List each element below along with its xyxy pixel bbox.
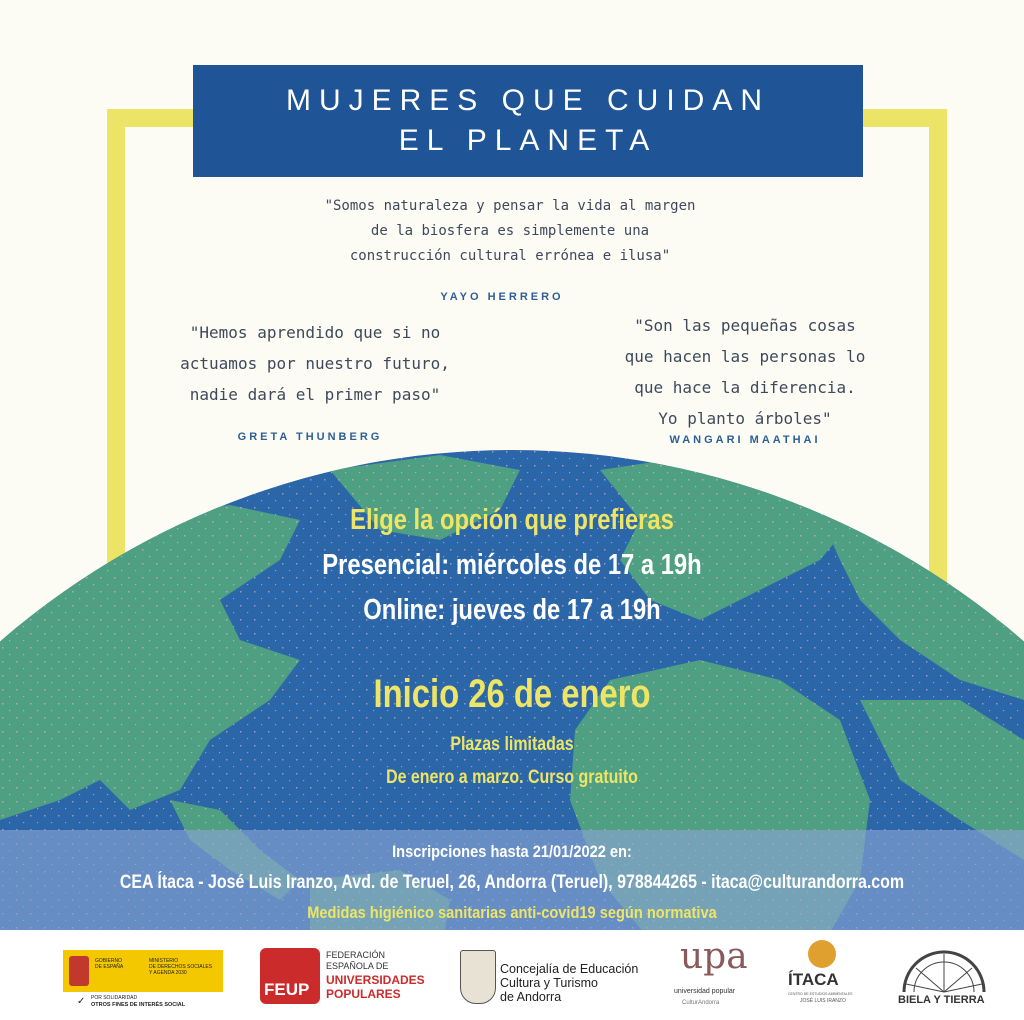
wheel-icon: [894, 946, 994, 996]
feup-line-4: POPULARES: [326, 987, 401, 1001]
spain-coat-of-arms-icon: [69, 956, 89, 986]
option-online: Online: jueves de 17 a 19h: [363, 594, 661, 626]
option-presencial: Presencial: miércoles de 17 a 19h: [322, 549, 702, 581]
feup-badge: FEUP: [264, 980, 310, 999]
upa-mark: upa: [680, 936, 748, 977]
author-yayo-herrero: YAYO HERRERO: [440, 291, 564, 303]
concejalia-logo: [460, 946, 660, 1010]
gobierno-label: GOBIERNO DE ESPAÑA: [95, 958, 124, 970]
quote-yayo-herrero: "Somos naturaleza y pensar la vida al margen de la biosfera es simplemente una construcción cultural errónea e ilusa": [324, 198, 696, 264]
quote-wangari-maathai: "Son las pequeñas cosas que hacen las personas lo que hace la diferencia. Yo planto árboles": [624, 316, 866, 428]
feup-logo: [260, 948, 435, 1004]
sponsor-logos-bar: [0, 930, 1024, 1020]
universidad-popular-logo: [672, 938, 752, 1014]
checkmark-icon: ✓: [77, 996, 86, 1007]
biela-name: BIELA Y TIERRA: [898, 994, 985, 1006]
feup-line-1: FEDERACIÓN: [326, 950, 386, 960]
feup-line-3: UNIVERSIDADES: [326, 973, 425, 987]
sun-icon: [808, 940, 836, 968]
registration-deadline: Inscripciones hasta 21/01/2022 en:: [392, 842, 632, 861]
feup-line-2: ESPAÑOLA DE: [326, 961, 389, 971]
biela-y-tierra-logo: [894, 944, 994, 1010]
concejalia-text: Concejalía de Educación Cultura y Turismo de Andorra: [500, 962, 639, 1004]
covid-notice: Medidas higiénico sanitarias anti-covid19 según normativa: [307, 903, 717, 922]
title-line-2: EL PLANETA: [398, 124, 658, 157]
itaca-sub-2: JOSÉ LUIS IRANZO: [800, 998, 846, 1004]
author-greta-thunberg: GRETA THUNBERG: [237, 431, 383, 443]
fines-label: OTROS FINES DE INTERÉS SOCIAL: [91, 1002, 186, 1008]
author-wangari-maathai: WANGARI MAATHAI: [669, 434, 821, 446]
limited-places: Plazas limitadas: [450, 734, 574, 755]
itaca-logo: [782, 938, 862, 1012]
registration-contact: CEA Ítaca - José Luis Iranzo, Avd. de Teruel, 26, Andorra (Teruel), 978844265 - itaca@culturandorra.com: [119, 872, 905, 893]
options-heading: Elige la opción que prefieras: [350, 504, 674, 536]
andorra-shield-icon: [460, 950, 496, 1004]
start-date: Inicio 26 de enero: [373, 672, 651, 716]
ministerio-label: MINISTERIO DE DERECHOS SOCIALES Y AGENDA 2030: [149, 958, 213, 976]
solidaridad-label: POR SOLIDARIDAD: [91, 995, 138, 1001]
course-duration: De enero a marzo. Curso gratuito: [386, 767, 638, 788]
itaca-name: ÍTACA: [788, 970, 839, 989]
itaca-sub-1: CENTRO DE ESTUDIOS AMBIENTALES: [788, 992, 853, 996]
upa-line-1: universidad popular: [674, 988, 736, 995]
upa-line-2: CulturAndorra: [682, 1000, 720, 1006]
gobierno-espana-logo: [63, 950, 223, 1012]
title-line-1: MUJERES QUE CUIDAN: [285, 84, 771, 117]
quote-greta-thunberg: "Hemos aprendido que si no actuamos por nuestro futuro, nadie dará el primer paso": [180, 323, 450, 404]
